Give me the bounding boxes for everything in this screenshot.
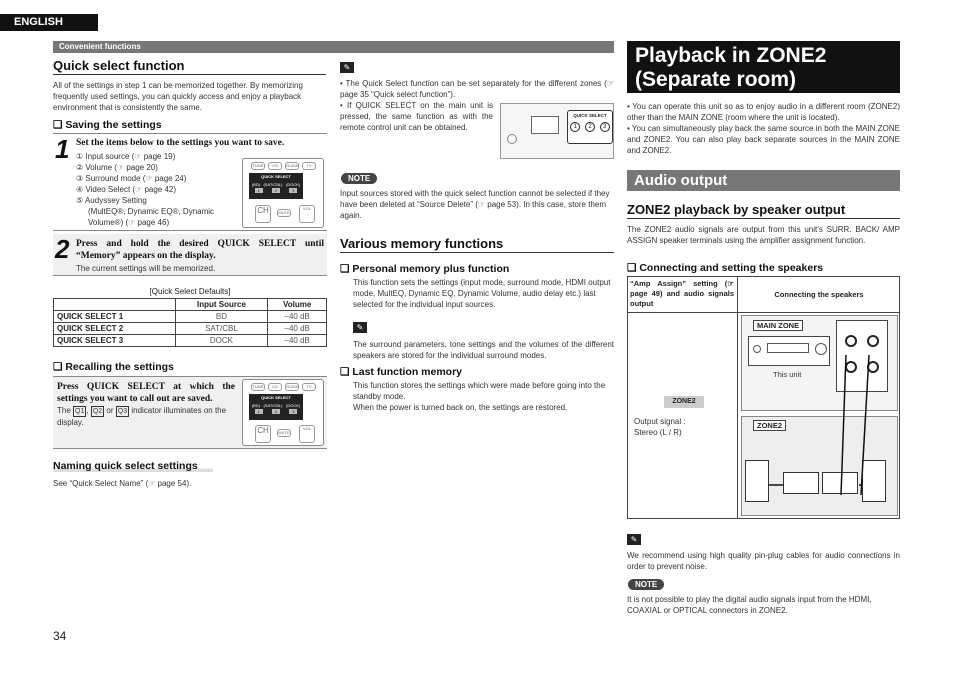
zone2-badge: ZONE2 xyxy=(664,396,704,408)
step2-text: The current settings will be memorized. xyxy=(76,264,216,273)
memo-text-2: • If QUICK SELECT on the main unit is pressed, the same function as with the remote control unit can be obtained. xyxy=(340,101,493,132)
various-heading: Various memory functions xyxy=(340,236,614,253)
quick-select-intro: All of the settings in step 1 can be memorized together. By memorizing frequently used settings, you can quickly access and enjoy a playback environment that is consistently the same. xyxy=(53,81,303,112)
checkbox-icon: ❑ xyxy=(340,366,353,378)
defaults-caption: [Quick Select Defaults] xyxy=(149,287,231,296)
this-unit-label: This unit xyxy=(773,370,802,379)
note-text: Input sources stored with the quick select function cannot be selected if they have been deleted at “Source Delete” (☞ page 53). In this case, store them again. xyxy=(340,189,610,220)
language-tab: ENGLISH xyxy=(0,14,98,31)
step1-title: Set the items below to the settings you want to save. xyxy=(76,138,285,148)
zone2-text: The ZONE2 audio signals are output from this unit’s SURR. BACK/ AMP ASSIGN speaker terminals using the amplifier assignment function. xyxy=(627,225,900,245)
checkbox-icon: ❑ xyxy=(53,119,66,131)
naming-text: See “Quick Select Name” (☞ page 54). xyxy=(53,479,192,488)
step2-number: 2 xyxy=(55,234,70,264)
table-row: QUICK SELECT 2 SAT/CBL –40 dB xyxy=(54,323,327,335)
step2-title: Press and hold the desired QUICK SELECT until “Memory” appears on the display. xyxy=(76,239,324,261)
zone2-label: ZONE2 xyxy=(753,420,786,431)
recall-heading: ❑ Recalling the settings xyxy=(53,361,174,373)
col2-header: Connecting the speakers xyxy=(774,290,864,299)
memo-icon: ✎ xyxy=(340,62,354,73)
memo-text-4: We recommend using high quality pin-plug cables for audio connections in order to prevent noise. xyxy=(627,551,900,571)
zone2-bullets: • You can operate this unit so as to enjoy audio in a different room (ZONE2) other than the MAIN ZONE (room where the unit is located). • You can simultaneously play back the same source in both the MAIN ZONE and ZONE2. You can also play back separate sources in the MAIN ZONE and ZONE2. xyxy=(627,102,900,155)
note-badge: NOTE xyxy=(341,173,377,184)
personal-text: This function sets the settings (input mode, surround mode, HDMI output mode, MultEQ, Dynamic EQ, Dynamic Volume, audio delay etc.) last selected for the individual input sources. xyxy=(353,278,611,309)
checkbox-icon: ❑ xyxy=(53,361,66,373)
recall-title: Press QUICK SELECT at which the settings you want to call out are saved. xyxy=(57,382,235,404)
recall-text: The Q1 , Q2 or Q3 indicator illuminates on the display. xyxy=(57,406,227,427)
zone2-heading: ZONE2 playback by speaker output xyxy=(627,202,900,219)
naming-heading: Naming quick select settings xyxy=(53,460,213,472)
connect-heading: ❑ Connecting and setting the speakers xyxy=(627,262,824,274)
main-unit-illustration: QUICK SELECT 1 2 3 xyxy=(500,103,614,159)
quick-select-heading: Quick select function xyxy=(53,58,326,75)
table-row: QUICK SELECT 3 DOCK –40 dB xyxy=(54,335,327,347)
saving-heading: ❑ Saving the settings xyxy=(53,119,162,131)
remote-illustration: TUNE CD GUIDE TV QUICK SELECT (BD) (SAT/CBL) (DOCK) 1 2 3 CH MUTE VOL xyxy=(242,379,324,446)
step1-number: 1 xyxy=(55,134,70,164)
table-row: QUICK SELECT 1 BD –40 dB xyxy=(54,311,327,323)
audio-output-heading: Audio output xyxy=(627,170,900,191)
checkbox-icon: ❑ xyxy=(340,263,353,275)
step1-items: ① Input source (☞ page 19) ② Volume (☞ page 20) ③ Surround mode (☞ page 24) ④ Video Select (☞ page 42) ⑤ Audyssey Setting (MultEQ®, Dynamic EQ®, Dynamic Volume®) (☞ page 46) xyxy=(76,152,215,227)
last-text: This function stores the settings which were made before going into the standby mode. When the power is turned back on, the settings are restored. xyxy=(353,381,606,412)
memo-icon: ✎ xyxy=(627,534,641,545)
wiring-lines xyxy=(741,315,898,515)
page-title: Playback in ZONE2 (Separate room) xyxy=(627,41,900,93)
personal-heading: ❑ Personal memory plus function xyxy=(340,263,510,275)
last-heading: ❑ Last function memory xyxy=(340,366,463,378)
memo-icon: ✎ xyxy=(353,322,367,333)
memo-text-3: The surround parameters, tone settings and the volumes of the different speakers are stored for the individual surround modes. xyxy=(353,340,614,360)
output-signal: Output signal : Stereo (L / R) xyxy=(634,417,686,437)
main-zone-label: MAIN ZONE xyxy=(753,320,803,331)
page-number: 34 xyxy=(53,629,67,643)
quick-select-table: Input Source Volume QUICK SELECT 1 BD –40 dB QUICK SELECT 2 SAT/CBL –40 dB QUICK SELECT 3 DOCK –40 dB xyxy=(53,298,327,347)
note-text-2: It is not possible to play the digital audio signals input from the HDMI, COAXIAL or OPTICAL connectors in ZONE2. xyxy=(627,595,872,615)
section-bar: Convenient functions xyxy=(53,41,614,53)
note-badge: NOTE xyxy=(628,579,664,590)
remote-illustration: TUNE CD GUIDE TV QUICK SELECT (BD) (SAT/CBL) (DOCK) 1 2 3 CH MUTE VOL xyxy=(242,158,324,228)
checkbox-icon: ❑ xyxy=(627,262,640,274)
col1-header: “Amp Assign” setting (☞ page 49) and audio signals output xyxy=(630,279,734,308)
memo-text-1: • The Quick Select function can be set separately for the different zones (☞ page 35 “Quick select function”). xyxy=(340,79,614,99)
